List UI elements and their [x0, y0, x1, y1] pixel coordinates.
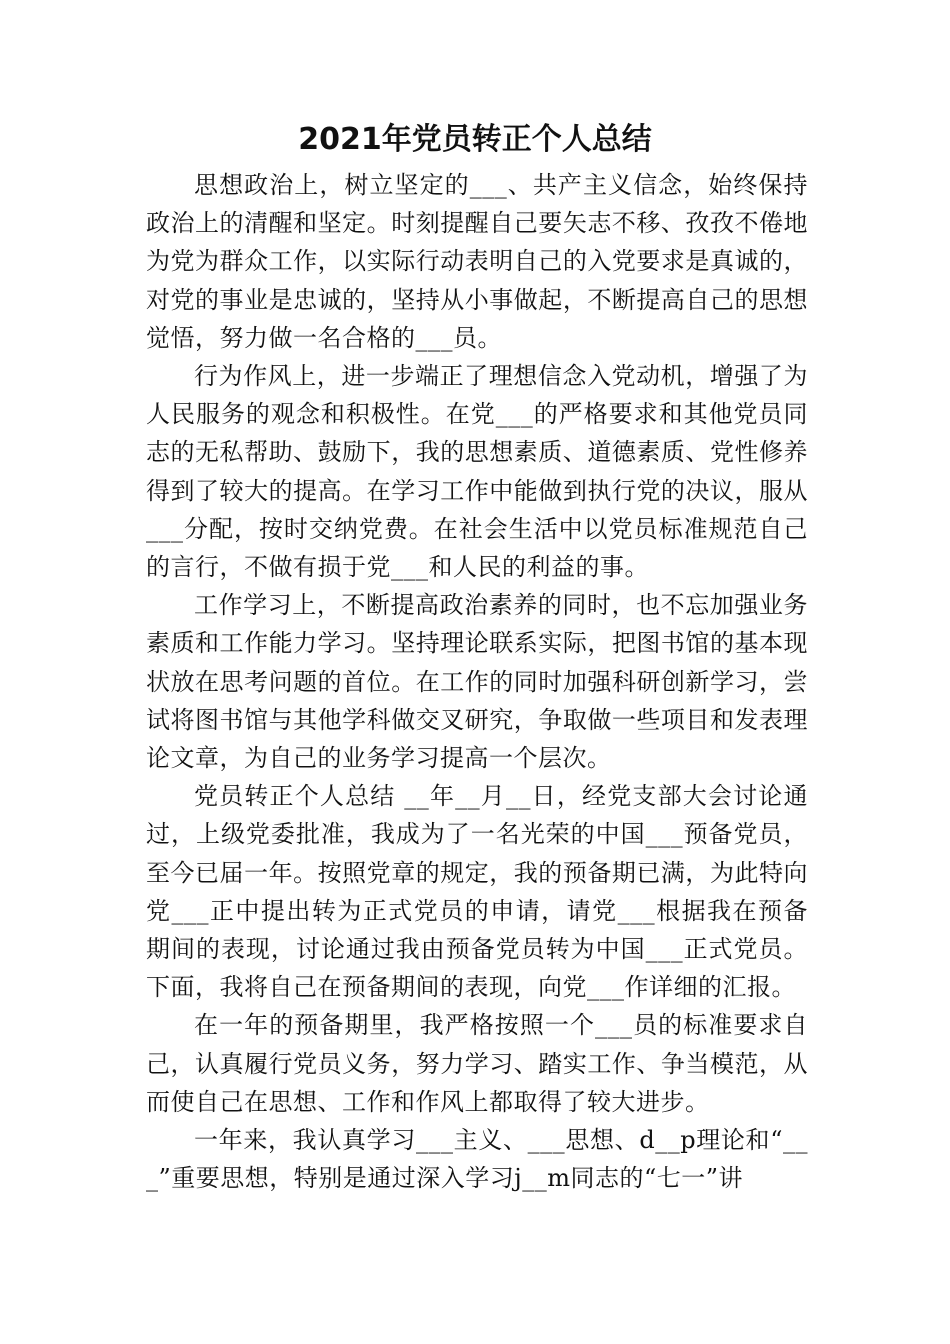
paragraph-probation-summary: 党员转正个人总结 __年__月__日，经党支部大会讨论通过，上级党委批准，我成为了一名光荣的中国___预备党员，至今已届一年。按照党章的规定，我的预备期已满，为此特向党___正中提出转为正式党员的申请，请党___根据我在预备期间的表现，讨论通过我由预备党员转为中国___正式党员。下面，我将自己在预备期间的表现，向党___作详细的汇报。 — [146, 782, 808, 1002]
paragraph-political-thought: 思想政治上，树立坚定的___、共产主义信念，始终保持政治上的清醒和坚定。时刻提醒自己要矢志不移、孜孜不倦地为党为群众工作，以实际行动表明自己的入党要求是真诚的，对党的事业是忠诚的，坚持从小事做起，不断提高自己的思想觉悟，努力做一名合格的___员。 — [146, 171, 808, 352]
paragraph-work-study: 工作学习上，不断提高政治素养的同时，也不忘加强业务素质和工作能力学习。坚持理论联系实际，把图书馆的基本现状放在思考问题的首位。在工作的同时加强科研创新学习，尝试将图书馆与其他学科做交叉研究，争取做一些项目和发表理论文章，为自己的业务学习提高一个层次。 — [146, 591, 808, 773]
paragraph-year-review: 一年来，我认真学习___主义、___思想、d__p理论和“___”重要思想，特别是通过深入学习j__m同志的“七一”讲 — [146, 1126, 808, 1193]
document-body — [146, 166, 808, 1197]
paragraph-probation-period: 在一年的预备期里，我严格按照一个___员的标准要求自己，认真履行党员义务，努力学习、踏实工作、争当模范，从而使自己在思想、工作和作风上都取得了较大进步。 — [146, 1011, 808, 1116]
paragraph-conduct: 行为作风上，进一步端正了理想信念入党动机，增强了为人民服务的观念和积极性。在党___的严格要求和其他党员同志的无私帮助、鼓励下，我的思想素质、道德素质、党性修养得到了较大的提高。在学习工作中能做到执行党的决议，服从___分配，按时交纳党费。在社会生活中以党员标准规范自己的言行，不做有损于党___和人民的利益的事。 — [146, 362, 808, 582]
document-title: 2021年党员转正个人总结 — [298, 122, 652, 157]
